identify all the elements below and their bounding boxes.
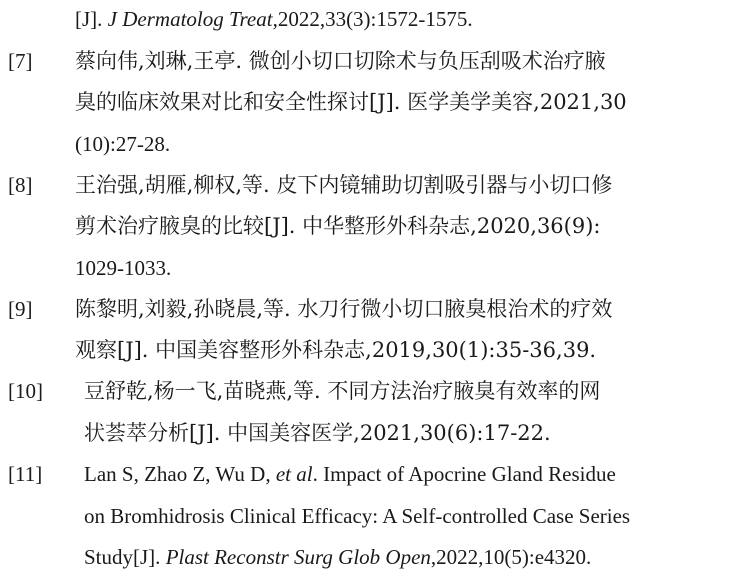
reference-line: [84, 502, 630, 530]
reference-text: 蔡向伟,刘琳,王亭. 微创小切口切除术与负压刮吸术治疗腋: [75, 49, 606, 73]
reference-text: 1029-1033.: [75, 256, 172, 280]
reference-number: [10]: [8, 379, 43, 403]
reference-text: 臭的临床效果对比和安全性探讨[J]. 医学美学美容,2021,30: [75, 90, 627, 114]
reference-text: 豆舒乾,杨一飞,苗晓燕,等. 不同方法治疗腋臭有效率的网: [84, 379, 601, 403]
reference-text: on Bromhidrosis Clinical Efficacy: A Self-controlled Case Series: [84, 504, 631, 528]
reference-line: [84, 377, 600, 405]
reference-line: [75, 47, 606, 75]
reference-number: [11]: [8, 462, 43, 486]
reference-text: 状荟萃分析[J]. 中国美容医学,2021,30(6):17-22.: [84, 421, 551, 445]
reference-line: [75, 88, 627, 116]
reference-line: [75, 130, 170, 158]
journal-name: Plast Reconstr Surg Glob Open: [165, 545, 431, 569]
reference-text: 剪术治疗腋臭的比较[J]. 中华整形外科杂志,2020,36(9):: [75, 214, 601, 238]
reference-line: [75, 212, 601, 240]
reference-text: (10):27-28.: [75, 132, 171, 156]
reference-text: Lan S, Zhao Z, Wu D,: [84, 462, 276, 486]
reference-number: [9]: [8, 297, 33, 321]
reference-line: [75, 5, 473, 33]
reference-line: [75, 171, 612, 199]
reference-number: [8]: [8, 173, 33, 197]
reference-text: Study[J].: [84, 545, 166, 569]
reference-line: [75, 295, 612, 323]
reference-number: [7]: [8, 49, 33, 73]
reference-line: [75, 254, 171, 282]
reference-text: ,2022,10(5):e4320.: [430, 545, 592, 569]
reference-text: ,2022,33(3):1572-1575.: [272, 7, 473, 31]
reference-text: 观察[J]. 中国美容整形外科杂志,2019,30(1):35-36,39.: [75, 338, 597, 362]
reference-line: [84, 419, 551, 447]
reference-line: [84, 460, 616, 488]
reference-line: [84, 543, 591, 571]
reference-line: [75, 336, 596, 364]
reference-text: 王治强,胡雁,柳权,等. 皮下内镜辅助切割吸引器与小切口修: [75, 173, 613, 197]
journal-name: J Dermatolog Treat: [107, 7, 273, 31]
et-al: et al: [275, 462, 313, 486]
reference-text: 陈黎明,刘毅,孙晓晨,等. 水刀行微小切口腋臭根治术的疗效: [75, 297, 613, 321]
reference-text: . Impact of Apocrine Gland Residue: [312, 462, 616, 486]
reference-text: [J].: [75, 7, 108, 31]
